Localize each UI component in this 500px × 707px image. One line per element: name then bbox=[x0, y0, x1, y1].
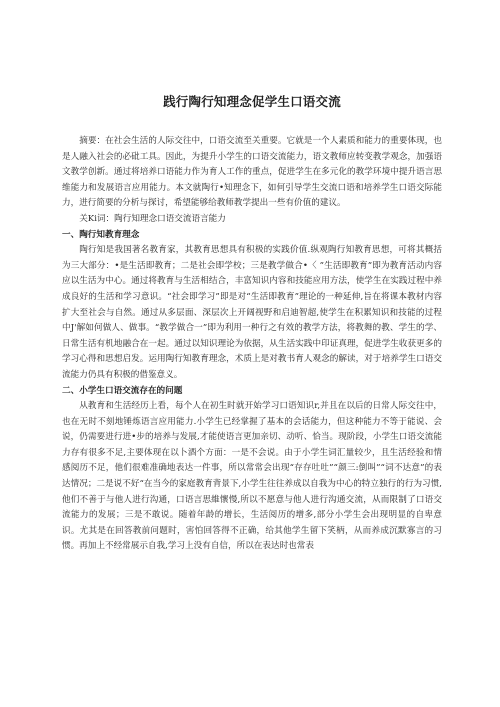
section-paragraph-2: 从教育和生活经历上看，每个人在初生时就开始学习口语知识r,并且在以后的日常人际交往中，也在无时不刻地锤炼语言应用能力.小学生已经掌握了基本的会话能力，但这种能力不等于能说、会说，仍需要进行进•步的培养与发展,才能使语言更加亲切、动听、恰当。现阶段，小学生口语交流能力存有很多不足,主要体现在以卜酒个方面：一是不会说。由于小学生词汇量较少，且生活经验和情感阅历不足，他们很难准确地表达一件事，所以常常会出现“存存吐吐”“颜三:倒叫”“词不达意”的表达情况；二是说不好“在当今的家庭教育背景下,小学生往往养成以自我为中心的特立独行的行为习惯,他们不善于与他人进行沟通，口语言思維懷慢,所以不愿意与他人进行沟通交流，从而限制了口语交流能力的发展；三是不敢说。随着年龄的增长，生活阅历的增多,部分小学生会出现明显的自卑意识。尤其是在回答教前问题时，害怕回答得不正确，给其他学生留下笑柄，从而养成沉默寡言的习惯。再加上不经常展示自我,学习上没有自信，所以在表达时也常表 bbox=[62, 401, 442, 552]
section-heading-1: 一、陶行知教育理念 bbox=[62, 229, 140, 240]
section-heading-2: 二、小学生口语交流存在的问题 bbox=[62, 385, 183, 396]
keywords-line: 关Ki词：陶行知理念口语交流语言能力 bbox=[79, 213, 226, 224]
document-title: 践行陶行知理念促学生口语交流 bbox=[163, 94, 341, 109]
abstract-paragraph: 摘要：在社会生活的人际交往中，口语交流至关重要。它就是一个人素质和能力的重要体现，也是人融入社会的必砒工具。因此，为提升小学生的口语交流能力，语文教师应转变教学观念，加强语文教学创新。通过将培养口语能力作为育人工作的重点，促进学生在多元化的教学环境中提升语言思维能力和发展语言应用能力。本文就陶行•知理念下，如何引导学生交流口语和培养学生口语交际能力，进行简要的分析与探讨，希望能够给教师教学提出一些有价值的建议。 bbox=[62, 136, 442, 209]
section-paragraph-1: 陶行知是我国著名教育家，其教育思想具有积极的实践价值.纵观陶行知教育思想，可将其概括为三大部分：•是生活即教育；二是社会即学校；三是教学做合•〈 ”生活即教育”即为教育活动内容应以生活为中心。通过将教育与生活相结合，丰富知识内容和技能应用方法，使学生在实践过程中养成良好的生活和学习意识。“社会即学习”即是对“生活即教育”理论的一种延伸,旨在将课本教材内容扩大至社会与自然。通过从多层面、深层次上开阔视野和启迪智超,使学生在积累知识和技能的过程中J'解如何做人、做事。“教学做合一”即为利用一种行之有效的教学方法，将教舞的教、学生的学、日常生活有机地融合在一起。通过以知识理论为依据，从生活实践中印证真理，促进学生收获更多的学习心得和思想启发。运用陶行知教育理念，术质上是对教书育人观念的解读，对于培养学生口语交流能力仍具有积极的借鉴意义。 bbox=[62, 245, 442, 380]
